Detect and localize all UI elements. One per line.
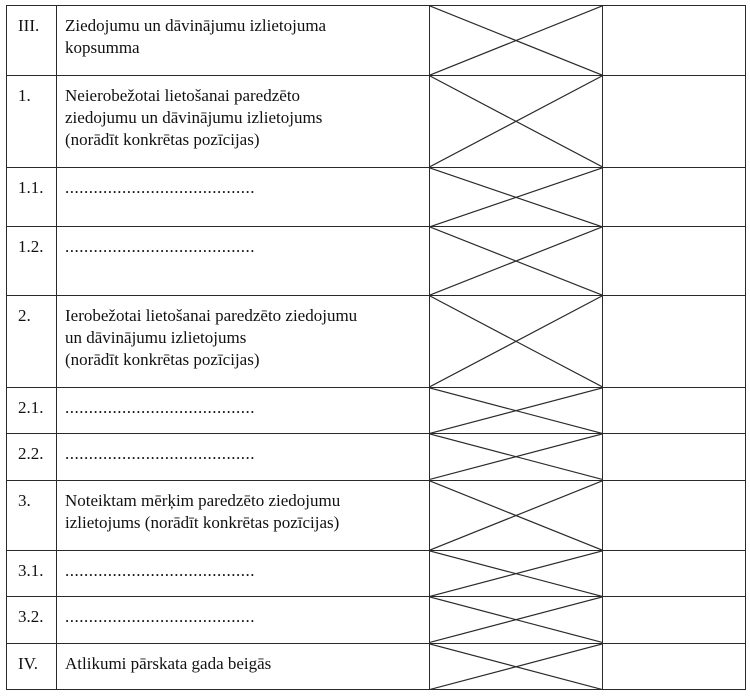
crossed-out-cell [430,388,603,434]
table-row [7,296,746,388]
description-line: (norādīt konkrētas pozīcijas) [65,350,260,370]
row-description [57,6,430,76]
row-description [57,167,430,227]
description-line: un dāvinājumu izlietojums [65,328,247,348]
description-line: ........................................ [65,607,255,627]
cross-mark-icon [430,434,602,479]
row-number: 3.2. [7,597,57,643]
row-description [57,480,430,550]
description-line: kopsumma [65,38,140,57]
crossed-out-cell [430,227,603,296]
table-row [7,480,746,550]
table-row [7,388,746,434]
value-cell[interactable] [603,643,746,689]
table-row [7,76,746,168]
row-description [57,550,430,596]
table-row [7,597,746,643]
crossed-out-cell [430,76,603,168]
cross-mark-icon [430,6,602,75]
cross-mark-icon [430,168,602,227]
cross-mark-icon [430,481,602,550]
crossed-out-cell [430,296,603,388]
crossed-out-cell [430,550,603,596]
description-line: ........................................ [65,444,255,464]
row-number: 1. [7,76,57,168]
table-row [7,167,746,227]
value-cell[interactable] [603,480,746,550]
row-number: 2.1. [7,388,57,434]
value-cell[interactable] [603,76,746,168]
donations-form-table [6,5,746,690]
cross-mark-icon [430,296,602,387]
cross-mark-icon [430,644,602,689]
cross-mark-icon [430,227,602,295]
value-cell[interactable] [603,550,746,596]
row-description [57,296,430,388]
description-line: (norādīt konkrētas pozīcijas) [65,130,260,150]
value-cell[interactable] [603,167,746,227]
description-line: Neierobežotai lietošanai paredzēto [65,86,301,106]
row-number: 2. [7,296,57,388]
row-number: III. [7,6,57,76]
table-row [7,643,746,689]
crossed-out-cell [430,434,603,480]
row-number: 3.1. [7,550,57,596]
row-number: 1.2. [7,227,57,296]
description-line: ziedojumu un dāvinājumu izlietojums [65,108,323,128]
row-description [57,434,430,480]
description-line: izlietojums (norādīt konkrētas pozīcijas) [65,512,340,532]
crossed-out-cell [430,597,603,643]
row-number: 2.2. [7,434,57,480]
crossed-out-cell [430,167,603,227]
description-line: Noteiktam mērķim paredzēto ziedojumu [65,490,341,510]
row-description [57,643,430,689]
value-cell[interactable] [603,434,746,480]
row-description [57,388,430,434]
row-number: 3. [7,480,57,550]
cross-mark-icon [430,388,602,433]
value-cell[interactable] [603,227,746,296]
row-number: IV. [7,643,57,689]
crossed-out-cell [430,6,603,76]
table-row [7,6,746,76]
description-line: ........................................ [65,560,255,580]
description-line: Ierobežotai lietošanai paredzēto ziedojumu [65,306,358,326]
table-row [7,550,746,596]
description-line: ........................................ [65,177,255,197]
table-row [7,227,746,296]
row-description [57,76,430,168]
description-line: ........................................ [65,398,255,418]
value-cell[interactable] [603,296,746,388]
cross-mark-icon [430,551,602,596]
crossed-out-cell [430,480,603,550]
row-description [57,227,430,296]
description-line: ........................................ [65,237,255,257]
description-line: Atlikumi pārskata gada beigās [65,653,272,673]
crossed-out-cell [430,643,603,689]
cross-mark-icon [430,597,602,642]
row-description [57,597,430,643]
cross-mark-icon [430,76,602,167]
value-cell[interactable] [603,597,746,643]
table-row [7,434,746,480]
value-cell[interactable] [603,6,746,76]
description-line: Ziedojumu un dāvinājumu izlietojuma [65,16,327,35]
value-cell[interactable] [603,388,746,434]
row-number: 1.1. [7,167,57,227]
